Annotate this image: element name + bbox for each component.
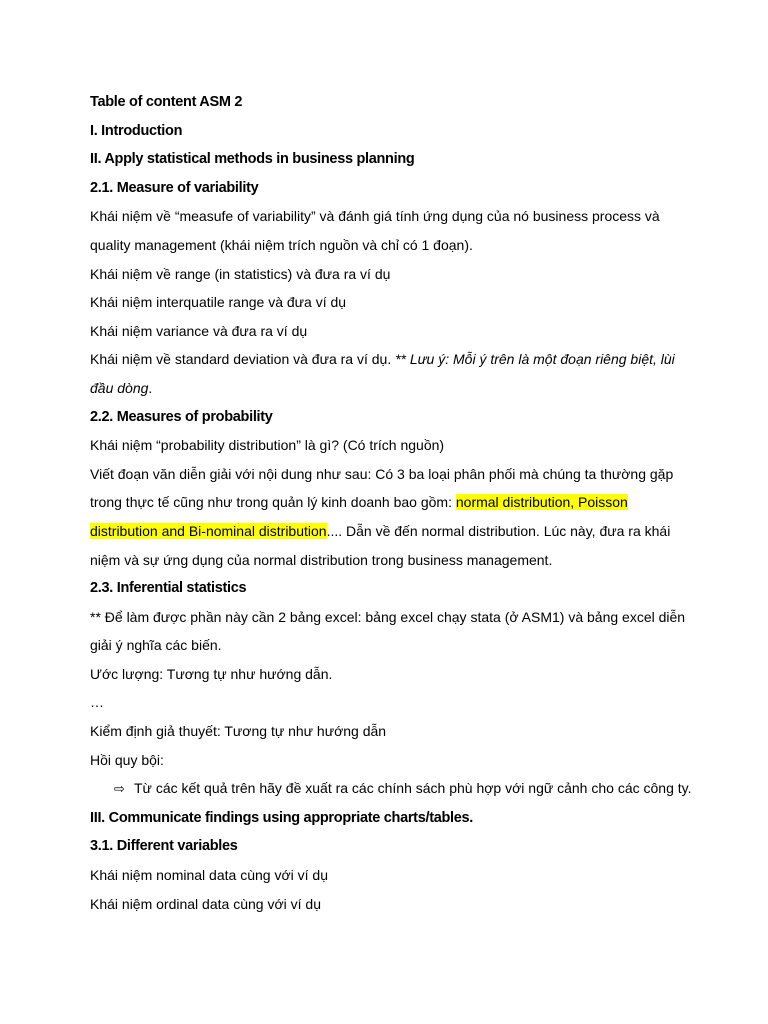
paragraph-hypothesis: Kiểm định giả thuyết: Tương tự như hướng dẫn	[90, 723, 387, 740]
paragraph-variability-line2: quality management (khái niệm trích nguồn và chỉ có 1 đoạn).	[90, 236, 473, 253]
paragraph-distribution-line1: Viết đoạn văn diễn giải với nội dung như sau: Có 3 ba loại phân phối mà chúng ta thường gặp	[90, 465, 674, 482]
paragraph-variance: Khái niệm variance và đưa ra ví dụ	[90, 322, 308, 339]
section-statistical-methods: II. Apply statistical methods in business planning	[90, 151, 415, 168]
paragraph-distribution-line2	[90, 488, 690, 517]
paragraph-excel-line2: giải ý nghĩa các biến.	[90, 637, 222, 654]
paragraph-probability: Khái niệm “probability distribution” là gì? (Có trích nguồn)	[90, 437, 445, 454]
paragraph-regression: Hồi quy bội:	[90, 751, 164, 768]
paragraph-range: Khái niệm về range (in statistics) và đưa ra ví dụ	[90, 265, 391, 282]
std-period: .	[148, 379, 153, 396]
highlight-distributions-2: distribution and Bi-nominal distribution	[90, 522, 327, 539]
paragraph-distribution-line3	[90, 517, 690, 546]
paragraph-nominal: Khái niệm nominal data cùng với ví dụ	[90, 867, 328, 884]
paragraph-ellipsis: …	[90, 694, 104, 711]
highlight-distributions-1: normal distribution, Poisson	[455, 494, 628, 511]
paragraph-ordinal: Khái niệm ordinal data cùng với ví dụ	[90, 895, 321, 912]
std-note-cont: đầu dòng	[90, 379, 149, 396]
bullet-text: Từ các kết quả trên hãy đề xuất ra các chính sách phù hợp với ngữ cảnh cho các công ty.	[134, 780, 692, 797]
std-note: ** Lưu ý: Mỗi ý trên là một đoạn riêng biệt, lùi	[395, 351, 675, 368]
paragraph-excel-line1: ** Để làm được phần này cần 2 bảng excel: bảng excel chạy stata (ở ASM1) và bảng excel diễn	[90, 608, 686, 625]
paragraph-std-line1	[90, 345, 690, 374]
subsection-variables: 3.1. Different variables	[90, 838, 238, 855]
paragraph-variability-line1: Khái niệm về “measufe of variability” và đánh giá tính ứng dụng của nó business process và	[90, 208, 660, 225]
section-introduction: I. Introduction	[90, 122, 183, 139]
section-communicate-findings: III. Communicate findings using appropriate charts/tables.	[90, 809, 474, 826]
subsection-probability: 2.2. Measures of probability	[90, 408, 273, 425]
paragraph-iqr: Khái niệm interquatile range và đưa ví dụ	[90, 294, 347, 311]
paragraph-distribution-line4: niệm và sự ứng dụng của normal distribution trong business management.	[90, 551, 553, 568]
bullet-item	[90, 774, 690, 804]
toc-title: Table of content ASM 2	[90, 94, 243, 110]
paragraph-estimation: Ước lượng: Tương tự như hướng dẫn.	[90, 665, 333, 682]
document-page	[90, 88, 690, 918]
subsection-inferential: 2.3. Inferential statistics	[90, 580, 247, 597]
subsection-variability: 2.1. Measure of variability	[90, 179, 259, 196]
std-text: Khái niệm về standard deviation và đưa ra ví dụ.	[90, 351, 396, 368]
arrow-bullet-icon: ⇨	[114, 781, 125, 797]
paragraph-std-line2	[90, 374, 690, 403]
distribution-text-cont: .... Dẫn về đến normal distribution. Lúc này, đưa ra khái	[326, 522, 671, 539]
distribution-text: trong thực tế cũng như trong quản lý kinh doanh bao gồm:	[90, 494, 456, 511]
